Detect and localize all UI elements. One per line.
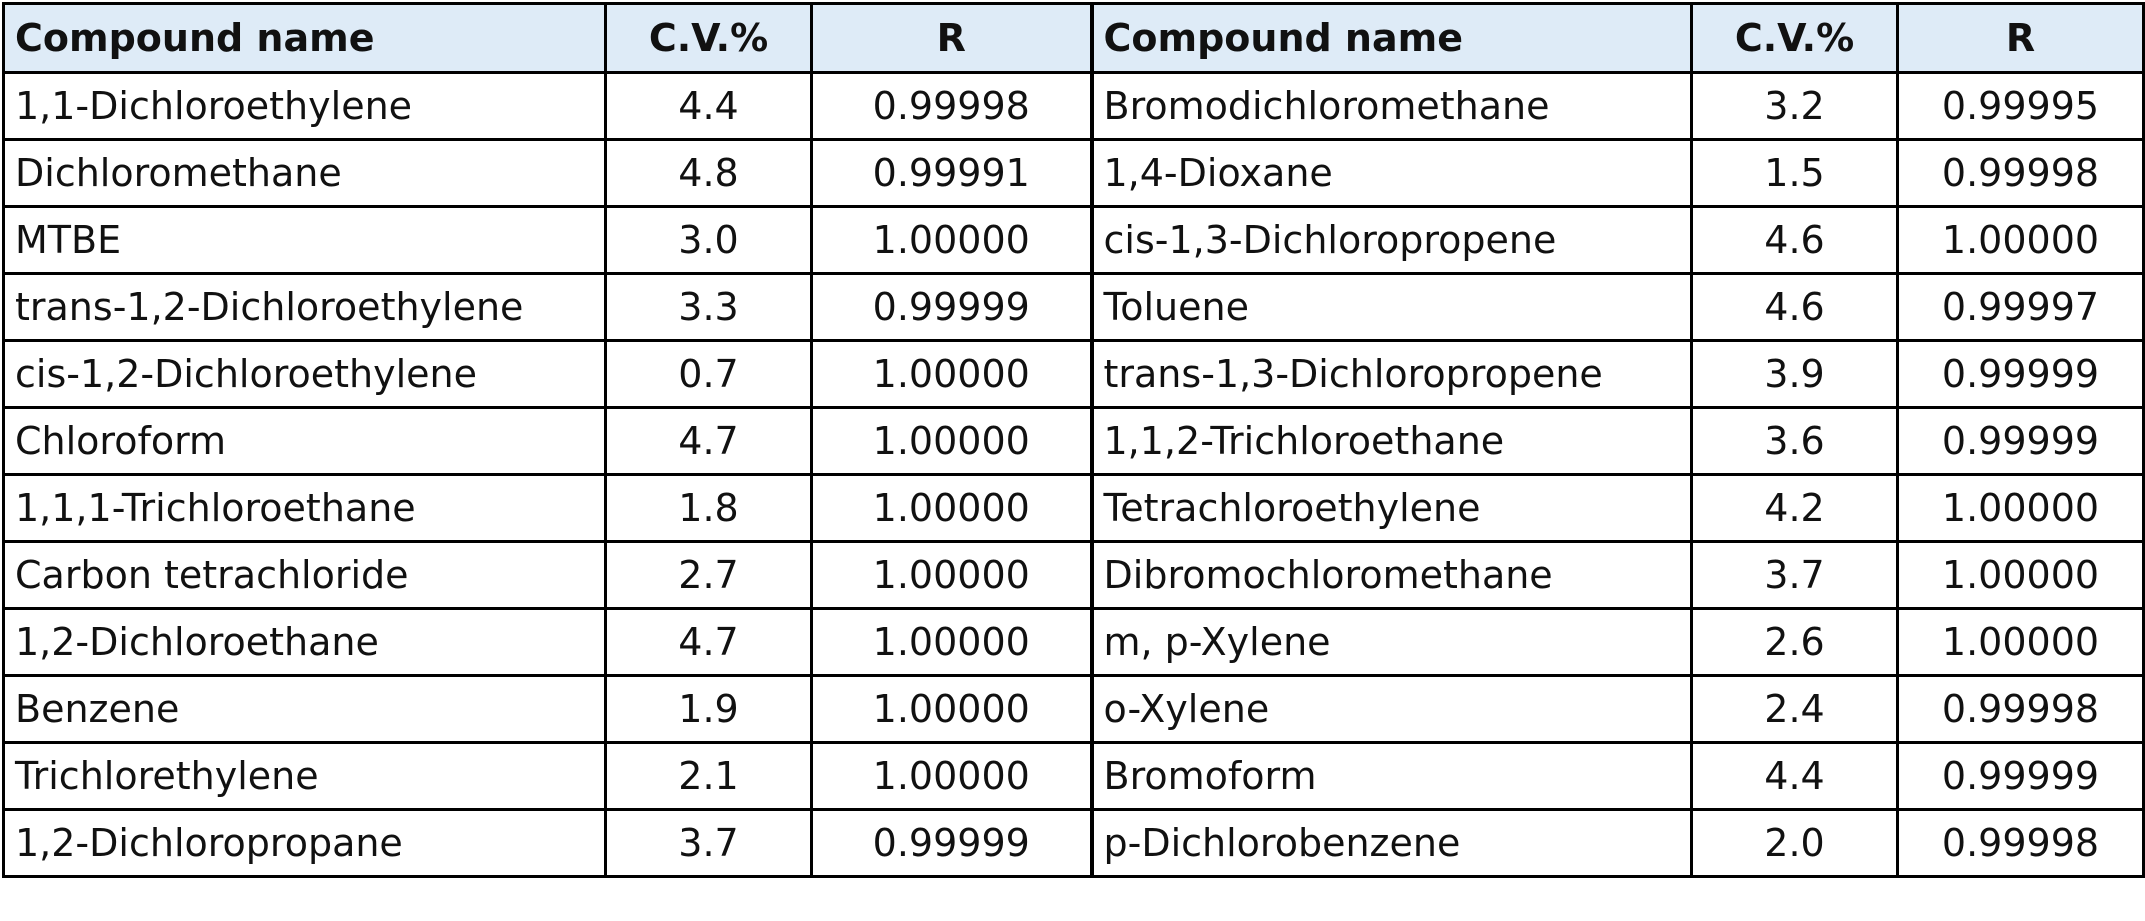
table-row [4,408,2144,475]
cv-cell: 3.3 [606,274,812,341]
cv-cell: 4.2 [1692,475,1898,542]
cv-cell: 1.9 [606,676,812,743]
cv-cell: 4.4 [606,73,812,140]
header-compound-name-right: Compound name [1092,4,1692,73]
r-cell: 0.99991 [812,140,1092,207]
compound-name-cell: Carbon tetrachloride [4,542,606,609]
r-cell: 0.99999 [812,274,1092,341]
cv-cell: 3.0 [606,207,812,274]
compound-name-cell: Dibromochloromethane [1092,542,1692,609]
table-row [4,542,2144,609]
cv-cell: 3.7 [606,810,812,877]
compound-name-cell: 1,2-Dichloroethane [4,609,606,676]
r-cell: 1.00000 [812,676,1092,743]
cv-cell: 4.6 [1692,274,1898,341]
cv-cell: 3.6 [1692,408,1898,475]
cv-cell: 1.5 [1692,140,1898,207]
r-cell: 1.00000 [812,743,1092,810]
cv-cell: 3.7 [1692,542,1898,609]
header-row [4,4,2144,73]
cv-cell: 4.6 [1692,207,1898,274]
cv-cell: 2.1 [606,743,812,810]
r-cell: 1.00000 [1898,475,2144,542]
table-row [4,274,2144,341]
compound-name-cell: cis-1,2-Dichloroethylene [4,341,606,408]
compound-name-cell: Tetrachloroethylene [1092,475,1692,542]
compound-name-cell: Dichloromethane [4,140,606,207]
r-cell: 1.00000 [812,542,1092,609]
compound-name-cell: m, p-Xylene [1092,609,1692,676]
header-cv-left: C.V.% [606,4,812,73]
table-row [4,475,2144,542]
cv-cell: 2.4 [1692,676,1898,743]
cv-cell: 4.7 [606,408,812,475]
table-row [4,341,2144,408]
cv-cell: 1.8 [606,475,812,542]
cv-cell: 4.7 [606,609,812,676]
r-cell: 0.99999 [1898,743,2144,810]
cv-cell: 2.7 [606,542,812,609]
compound-name-cell: 1,1-Dichloroethylene [4,73,606,140]
r-cell: 0.99998 [1898,810,2144,877]
r-cell: 0.99999 [1898,341,2144,408]
compound-table [2,2,2145,878]
table-row [4,810,2144,877]
r-cell: 0.99998 [1898,676,2144,743]
r-cell: 0.99998 [1898,140,2144,207]
r-cell: 1.00000 [1898,542,2144,609]
compound-name-cell: trans-1,3-Dichloropropene [1092,341,1692,408]
header-r-right: R [1898,4,2144,73]
compound-name-cell: o-Xylene [1092,676,1692,743]
r-cell: 0.99999 [812,810,1092,877]
r-cell: 1.00000 [812,207,1092,274]
table-row [4,207,2144,274]
table-row [4,676,2144,743]
header-compound-name-left: Compound name [4,4,606,73]
r-cell: 0.99999 [1898,408,2144,475]
header-cv-right: C.V.% [1692,4,1898,73]
compound-name-cell: p-Dichlorobenzene [1092,810,1692,877]
cv-cell: 4.8 [606,140,812,207]
cv-cell: 0.7 [606,341,812,408]
compound-name-cell: 1,1,2-Trichloroethane [1092,408,1692,475]
compound-name-cell: 1,2-Dichloropropane [4,810,606,877]
cv-cell: 4.4 [1692,743,1898,810]
r-cell: 1.00000 [812,408,1092,475]
r-cell: 1.00000 [812,475,1092,542]
cv-cell: 2.6 [1692,609,1898,676]
r-cell: 1.00000 [812,341,1092,408]
compound-name-cell: Benzene [4,676,606,743]
r-cell: 0.99998 [812,73,1092,140]
compound-name-cell: cis-1,3-Dichloropropene [1092,207,1692,274]
compound-name-cell: Bromodichloromethane [1092,73,1692,140]
r-cell: 1.00000 [1898,207,2144,274]
table-row [4,743,2144,810]
compound-name-cell: Toluene [1092,274,1692,341]
header-r-left: R [812,4,1092,73]
r-cell: 1.00000 [1898,609,2144,676]
compound-name-cell: trans-1,2-Dichloroethylene [4,274,606,341]
r-cell: 0.99997 [1898,274,2144,341]
compound-name-cell: Chloroform [4,408,606,475]
cv-cell: 3.9 [1692,341,1898,408]
table-row [4,73,2144,140]
r-cell: 1.00000 [812,609,1092,676]
compound-name-cell: 1,4-Dioxane [1092,140,1692,207]
compound-name-cell: 1,1,1-Trichloroethane [4,475,606,542]
table-row [4,609,2144,676]
cv-cell: 3.2 [1692,73,1898,140]
compound-name-cell: Bromoform [1092,743,1692,810]
cv-cell: 2.0 [1692,810,1898,877]
table-row [4,140,2144,207]
compound-name-cell: MTBE [4,207,606,274]
r-cell: 0.99995 [1898,73,2144,140]
compound-name-cell: Trichlorethylene [4,743,606,810]
